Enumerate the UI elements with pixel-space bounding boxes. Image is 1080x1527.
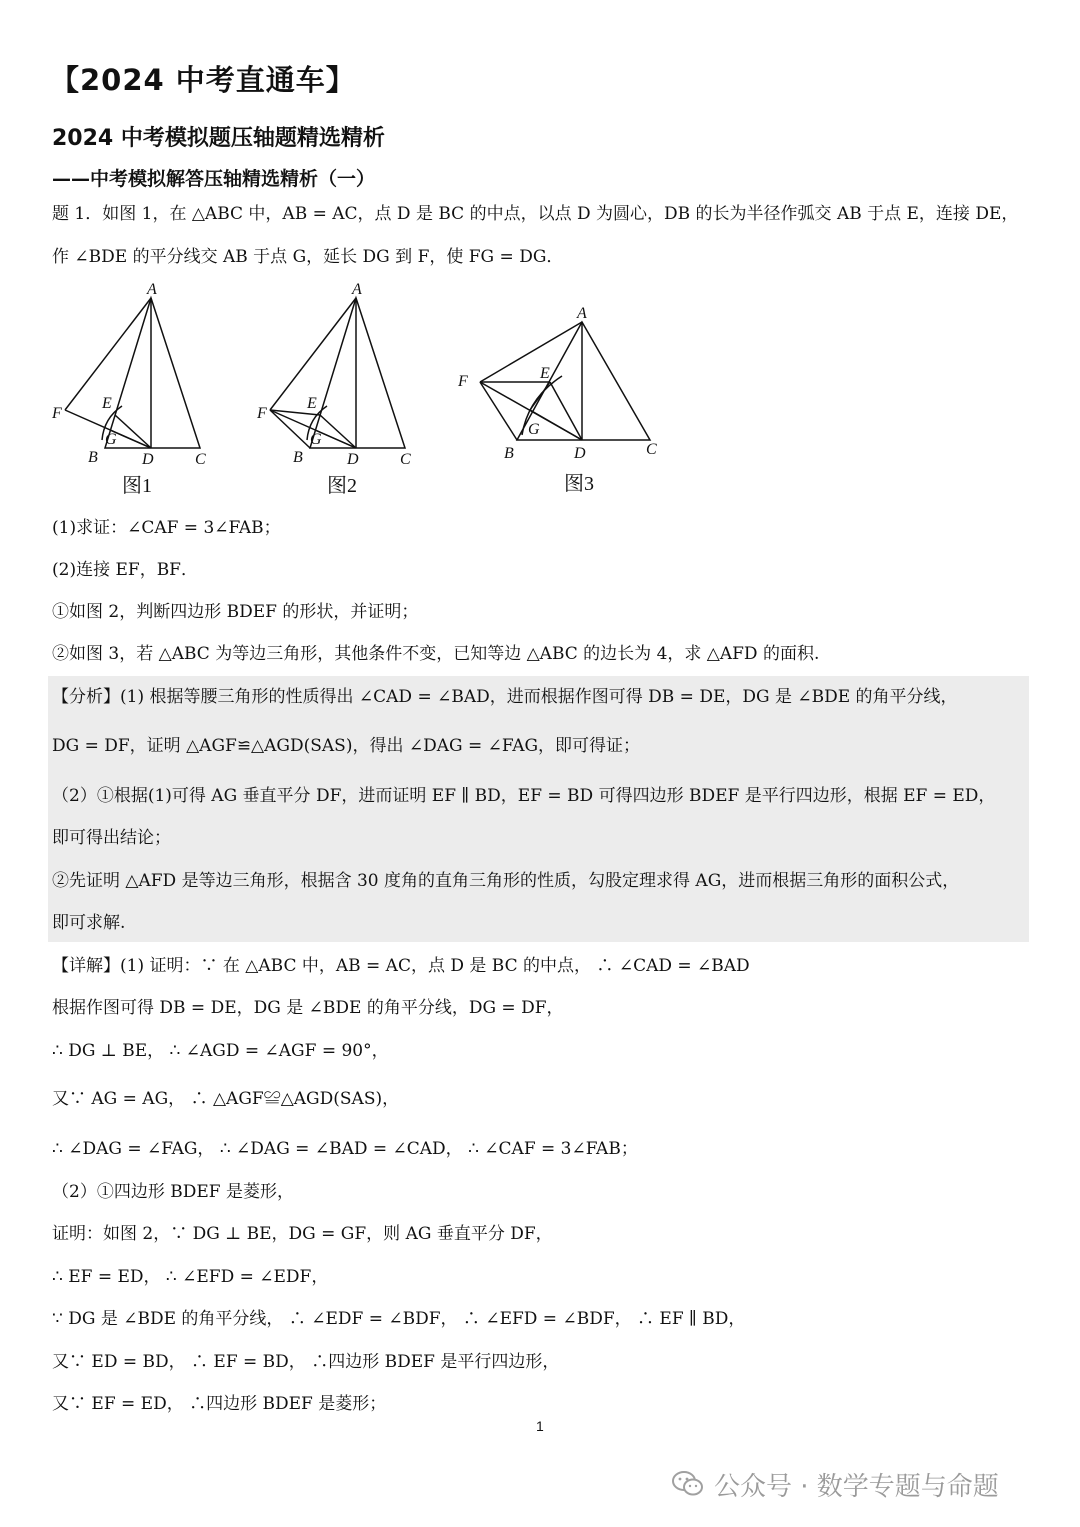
point-label-g: G — [528, 421, 540, 438]
figure-1-labels — [51, 281, 206, 468]
page-title: 2024 中考模拟题压轴题精选精析 — [52, 126, 385, 151]
point-label-d: D — [142, 451, 154, 468]
figure-2 — [270, 298, 405, 448]
point-label-b: B — [88, 449, 98, 466]
analysis-line-1: 【分析】(1) 根据等腰三角形的性质得出 ∠CAD = ∠BAD，进而根据作图可得 DB = DE，DG 是 ∠BDE 的角平分线， — [52, 687, 958, 707]
wechat-icon — [672, 1470, 704, 1498]
point-label-g: G — [105, 431, 117, 448]
watermark — [672, 1464, 999, 1504]
page-subtitle: ——中考模拟解答压轴精选精析（一） — [52, 168, 376, 190]
page-number: 1 — [536, 1418, 544, 1434]
question-2: (2)连接 EF，BF． — [52, 560, 198, 580]
point-label-e: E — [307, 395, 317, 412]
point-label-d: D — [347, 451, 359, 468]
figure-3 — [480, 322, 650, 440]
analysis-line-5: ②先证明 △AFD 是等边三角形，根据含 30 度角的直角三角形的性质，勾股定理求得 AG，进而根据三角形的面积公式， — [52, 871, 960, 891]
point-label-c: C — [195, 451, 206, 468]
figure-2-labels — [256, 281, 411, 468]
solution-line-6: （2）①四边形 BDEF 是菱形， — [52, 1182, 294, 1202]
analysis-line-6: 即可求解. — [52, 913, 126, 933]
solution-line-8: ∴ EF = ED， ∴ ∠EFD = ∠EDF， — [52, 1267, 329, 1287]
figure-3-caption: 图3 — [564, 473, 594, 495]
point-label-f: F — [52, 405, 62, 422]
solution-line-7: 证明：如图 2，∵ DG ⊥ BE，DG = GF，则 AG 垂直平分 DF， — [52, 1224, 553, 1244]
solution-line-10: 又∵ ED = BD， ∴ EF = BD， ∴四边形 BDEF 是平行四边形， — [52, 1352, 560, 1372]
point-label-a: A — [577, 305, 587, 322]
solution-line-9: ∵ DG 是 ∠BDE 的角平分线， ∴ ∠EDF = ∠BDF， ∴ ∠EFD = ∠BDF， ∴ EF ∥ BD， — [52, 1309, 746, 1329]
problem-line-1: 题 1．如图 1，在 △ABC 中，AB = AC，点 D 是 BC 的中点，以点 D 为圆心，DB 的长为半径作弧交 AB 于点 E，连接 DE， — [52, 204, 1019, 224]
figure-1-caption: 图1 — [122, 475, 152, 497]
solution-line-2: 根据作图可得 DB = DE，DG 是 ∠BDE 的角平分线，DG = DF， — [52, 998, 564, 1018]
analysis-box — [48, 676, 1029, 942]
point-label-e: E — [540, 365, 550, 382]
problem-line-2: 作 ∠BDE 的平分线交 AB 于点 G，延长 DG 到 F，使 FG = DG． — [52, 247, 564, 267]
solution-line-11: 又∵ EF = ED， ∴四边形 BDEF 是菱形； — [52, 1394, 387, 1414]
point-label-c: C — [400, 451, 411, 468]
point-label-g: G — [310, 431, 322, 448]
analysis-line-3: （2）①根据(1)可得 AG 垂直平分 DF，进而证明 EF ∥ BD，EF = BD 可得四边形 BDEF 是平行四边形，根据 EF = ED， — [52, 786, 996, 806]
question-1: (1)求证：∠CAF = 3∠FAB； — [52, 518, 281, 538]
watermark-text: 公众号 · 数学专题与命题 — [714, 1471, 999, 1502]
point-label-b: B — [504, 445, 514, 462]
question-2b: ②如图 3，若 △ABC 为等边三角形，其他条件不变，已知等边 △ABC 的边长为 4，求 △AFD 的面积. — [52, 644, 820, 664]
figure-1 — [65, 298, 200, 448]
point-label-d: D — [574, 445, 586, 462]
figure-3-labels — [457, 305, 657, 462]
point-label-a: A — [352, 281, 362, 298]
point-label-e: E — [102, 395, 112, 412]
solution-line-5: ∴ ∠DAG = ∠FAG， ∴ ∠DAG = ∠BAD = ∠CAD， ∴ ∠CAF = 3∠FAB； — [52, 1139, 638, 1159]
banner: 【2024 中考直通车】 — [50, 63, 356, 97]
geometry-figures — [40, 280, 700, 505]
point-label-f: F — [458, 373, 468, 390]
solution-line-4: 又∵ AG = AG， ∴ △AGF≌△AGD(SAS)， — [52, 1089, 400, 1109]
point-label-b: B — [293, 449, 303, 466]
point-label-c: C — [646, 441, 657, 458]
solution-line-1: 【详解】(1) 证明：∵ 在 △ABC 中，AB = AC，点 D 是 BC 的中点， ∴ ∠CAD = ∠BAD — [52, 956, 750, 976]
analysis-line-4: 即可得出结论； — [52, 828, 171, 848]
point-label-a: A — [147, 281, 157, 298]
question-2a: ①如图 2，判断四边形 BDEF 的形状，并证明； — [52, 602, 419, 622]
solution-line-3: ∴ DG ⊥ BE， ∴ ∠AGD = ∠AGF = 90°， — [52, 1041, 389, 1061]
point-label-f: F — [257, 405, 267, 422]
figure-2-caption: 图2 — [327, 475, 357, 497]
analysis-line-2: DG = DF，证明 △AGF≌△AGD(SAS)，得出 ∠DAG = ∠FAG，即可得证； — [52, 736, 641, 756]
